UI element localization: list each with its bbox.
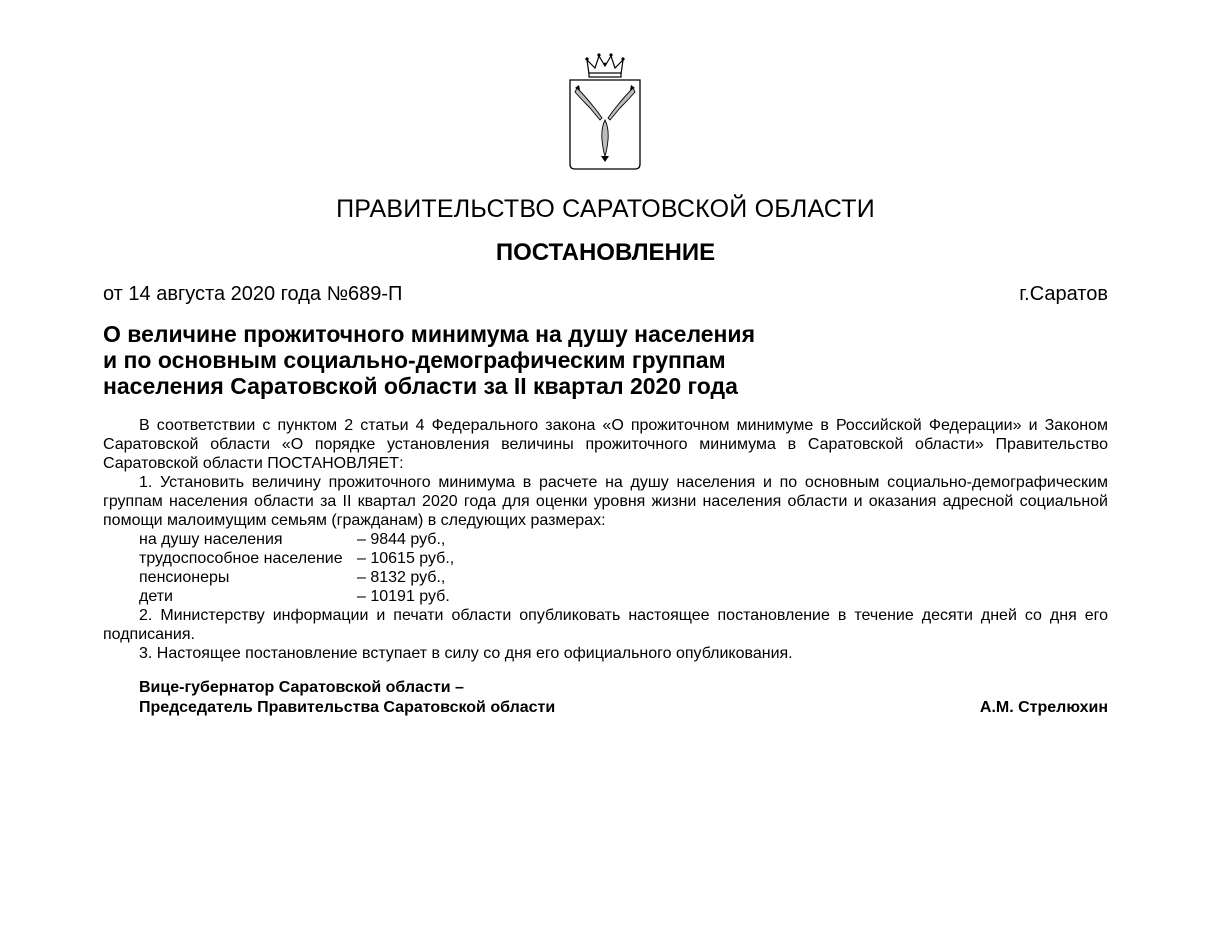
amount-label: пенсионеры (139, 569, 230, 586)
signature-row (139, 698, 1108, 718)
subject-line: О величине прожиточного минимума на душу населения (103, 321, 755, 347)
amounts-list (103, 530, 1108, 606)
amount-label: трудоспособное население (139, 550, 343, 567)
amount-label: дети (139, 588, 173, 605)
amount-row (139, 587, 1108, 606)
item-3-paragraph: 3. Настоящее постановление вступает в силу со дня его официального опубликования. (139, 645, 793, 662)
amount-row (139, 530, 1108, 549)
document-body (103, 416, 1108, 663)
signatory-position-line-1: Вице-губернатор Саратовской области – (139, 679, 464, 696)
signature-block (139, 678, 1108, 718)
document-type: ПОСТАНОВЛЕНИЕ (495, 239, 716, 266)
subject-line: населения Саратовской области за II квартал 2020 года (103, 373, 738, 399)
amount-label: на душу населения (139, 531, 283, 548)
item-1-paragraph: 1. Установить величину прожиточного минимума в расчете на душу населения и по основным социально-демографическим группам населения области за II квартал 2020 года для оценки уровня жизни населения области и оказания адресной социальной помощи малоимущим семьям (гражданам) в следующих размерах: (103, 474, 1108, 529)
amount-row (139, 549, 1108, 568)
subject-line: и по основным социально-демографическим группам (103, 347, 726, 373)
amount-value: – 10615 руб., (357, 550, 455, 567)
government-title: ПРАВИТЕЛЬСТВО САРАТОВСКОЙ ОБЛАСТИ (336, 195, 875, 223)
amount-row (139, 568, 1108, 587)
document-date-number: от 14 августа 2020 года №689-П (103, 283, 403, 305)
amount-value: – 8132 руб., (357, 569, 446, 586)
preamble-paragraph: В соответствии с пунктом 2 статьи 4 Федерального закона «О прожиточном минимуме в Российской Федерации» и Законом Саратовской области «О порядке установления величины прожиточного минимума в Саратовской области» Правительство Саратовской области ПОСТАНОВЛЯЕТ: (103, 417, 1108, 472)
signatory-position-line-2: Председатель Правительства Саратовской области (139, 699, 556, 716)
amount-value: – 10191 руб. (357, 588, 450, 605)
document-city: г.Саратов (1019, 283, 1108, 305)
coat-of-arms-emblem (565, 52, 645, 172)
signatory-name: А.М. Стрелюхин (979, 699, 1108, 716)
item-2-paragraph: 2. Министерству информации и печати области опубликовать настоящее постановление в течение десяти дней со дня его подписания. (103, 607, 1108, 643)
document-subject (103, 321, 903, 399)
amount-value: – 9844 руб., (357, 531, 446, 548)
